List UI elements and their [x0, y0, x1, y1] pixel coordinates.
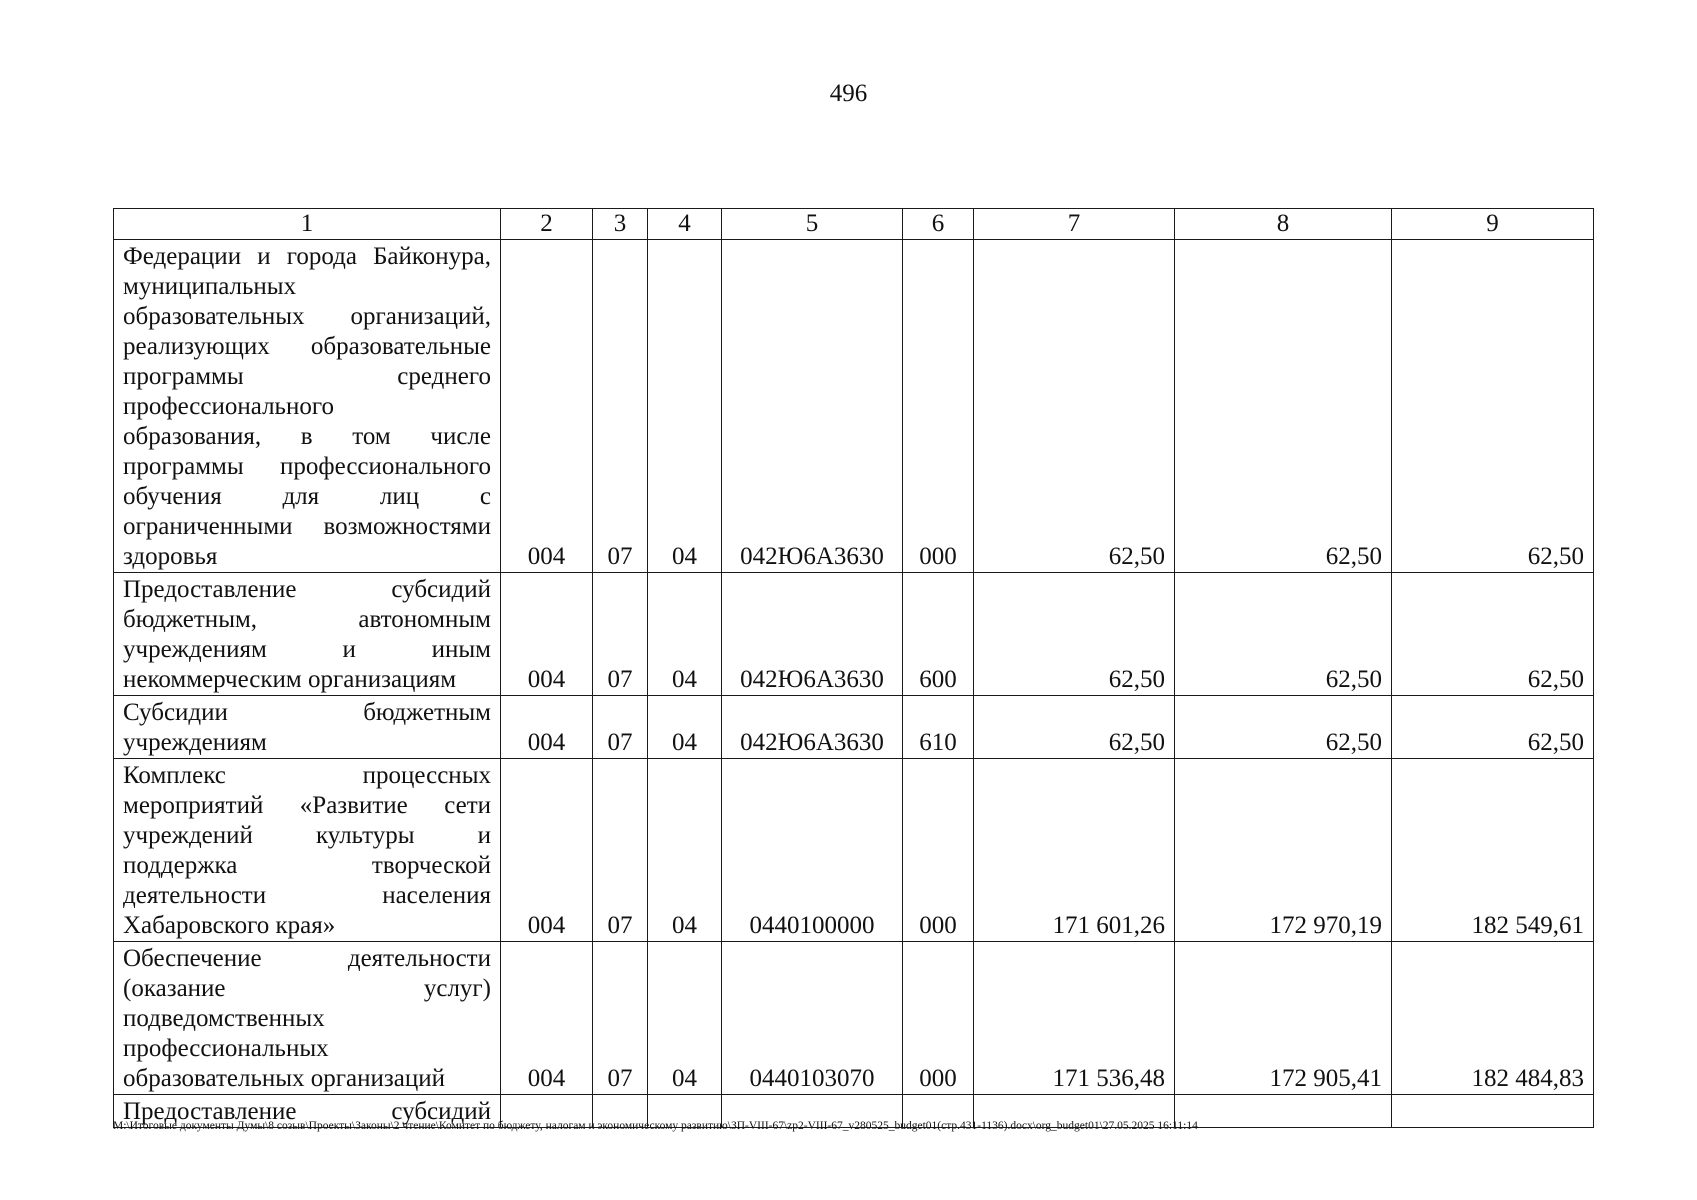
cell-c8: 172 970,19: [1175, 759, 1392, 942]
column-header: 6: [903, 209, 974, 240]
column-header: 9: [1392, 209, 1594, 240]
cell-c6: 600: [903, 573, 974, 696]
row-name-line: образования, в том числе: [123, 423, 491, 450]
cell-c8: 62,50: [1175, 696, 1392, 759]
cell-c4: 04: [648, 759, 722, 942]
row-name-cell: [114, 942, 501, 1095]
row-name-cell: [114, 759, 501, 942]
cell-c4: 04: [648, 240, 722, 573]
cell-c2: 004: [501, 696, 593, 759]
page-number: 496: [829, 80, 868, 107]
cell-c8: 62,50: [1175, 240, 1392, 573]
cell-c5: 042Ю6А3630: [722, 240, 903, 573]
cell-c7: 171 601,26: [974, 759, 1175, 942]
row-name-line: реализующих образовательные: [123, 333, 491, 360]
row-name-cell: [114, 240, 501, 573]
row-name-line: Предоставление субсидий: [123, 576, 491, 603]
row-name-line: здоровья: [123, 543, 218, 570]
cell-c7: 171 536,48: [974, 942, 1175, 1095]
row-name-line: профессиональных: [123, 1035, 329, 1062]
row-name-line: Обеспечение деятельности: [123, 945, 491, 972]
row-name-line: мероприятий «Развитие сети: [123, 792, 491, 819]
cell-c2: 004: [501, 759, 593, 942]
cell-c5: 042Ю6А3630: [722, 696, 903, 759]
cell-c6: 610: [903, 696, 974, 759]
column-header: 1: [114, 209, 501, 240]
row-name-line: поддержка творческой: [123, 852, 491, 879]
cell-c9: 62,50: [1392, 240, 1594, 573]
cell-c3: 07: [593, 759, 648, 942]
cell-c7: 62,50: [974, 240, 1175, 573]
row-name-line: Федерации и города Байконура,: [123, 243, 491, 270]
row-name-line: программы профессионального: [123, 453, 491, 480]
cell-c5: 0440100000: [722, 759, 903, 942]
row-name-line: некоммерческим организациям: [123, 666, 457, 693]
row-name-line: программы среднего: [123, 363, 491, 390]
cell-c5: 0440103070: [722, 942, 903, 1095]
cell-c5: 042Ю6А3630: [722, 573, 903, 696]
row-name-line: образовательных организаций: [123, 1065, 446, 1092]
column-header: 5: [722, 209, 903, 240]
row-name-line: (оказание услуг): [123, 975, 491, 1002]
cell-c2: 004: [501, 240, 593, 573]
row-name-cell: [114, 573, 501, 696]
row-name-line: Хабаровского края»: [123, 912, 336, 939]
footer-file-path: М:\Итоговые документы Думы\8 созыв\Проекты\Законы\2 чтение\Комитет по бюджету, налогам и экономическому развитию\ЗП-VIII-67\zp2-VIII-67_v280525_budget01(стр.431-1136).docx\org_budget01\27.05.2025 16:11:14: [113, 1120, 1198, 1132]
cell-c6: 000: [903, 759, 974, 942]
table-header-row: [114, 209, 1594, 240]
cell-c7: 62,50: [974, 696, 1175, 759]
row-name-cell: [114, 696, 501, 759]
cell-c2: 004: [501, 942, 593, 1095]
cell-c3: 07: [593, 696, 648, 759]
cell-c8: 62,50: [1175, 573, 1392, 696]
cell-c9: 182 484,83: [1392, 942, 1594, 1095]
row-name-line: учреждениям: [123, 729, 267, 756]
row-name-line: учреждений культуры и: [123, 822, 491, 849]
row-name-line: Субсидии бюджетным: [123, 699, 491, 726]
row-name-line: подведомственных: [123, 1005, 325, 1032]
budget-table: [113, 208, 1594, 1128]
cell-c3: 07: [593, 573, 648, 696]
table-row: [114, 240, 1594, 573]
column-header: 2: [501, 209, 593, 240]
column-header: 4: [648, 209, 722, 240]
table-row: [114, 573, 1594, 696]
column-header: 8: [1175, 209, 1392, 240]
cell-c7: 62,50: [974, 573, 1175, 696]
cell-c9: 62,50: [1392, 573, 1594, 696]
cell-c3: 07: [593, 942, 648, 1095]
row-name-line: учреждениям и иным: [123, 636, 491, 663]
table-row: [114, 759, 1594, 942]
cell-c4: 04: [648, 696, 722, 759]
cell-c9: 182 549,61: [1392, 759, 1594, 942]
row-name-line: ограниченными возможностями: [123, 513, 491, 540]
column-header: 7: [974, 209, 1175, 240]
row-name-line: образовательных организаций,: [123, 303, 491, 330]
row-name-line: Комплекс процессных: [123, 762, 491, 789]
table-row: [114, 696, 1594, 759]
table-row: [114, 942, 1594, 1095]
row-name-line: деятельности населения: [123, 882, 491, 909]
cell-c4: 04: [648, 942, 722, 1095]
cell-c9: 62,50: [1392, 696, 1594, 759]
row-name-line: бюджетным, автономным: [123, 606, 491, 633]
row-name-line: Предоставление субсидий: [123, 1098, 491, 1125]
cell-c6: 000: [903, 942, 974, 1095]
cell-c3: 07: [593, 240, 648, 573]
column-header: 3: [593, 209, 648, 240]
cell-c8: 172 905,41: [1175, 942, 1392, 1095]
row-name-line: обучения для лиц с: [123, 483, 491, 510]
cell-c4: 04: [648, 573, 722, 696]
cell-c6: 000: [903, 240, 974, 573]
row-name-line: профессионального: [123, 393, 334, 420]
row-name-line: муниципальных: [123, 273, 297, 300]
cell-c2: 004: [501, 573, 593, 696]
